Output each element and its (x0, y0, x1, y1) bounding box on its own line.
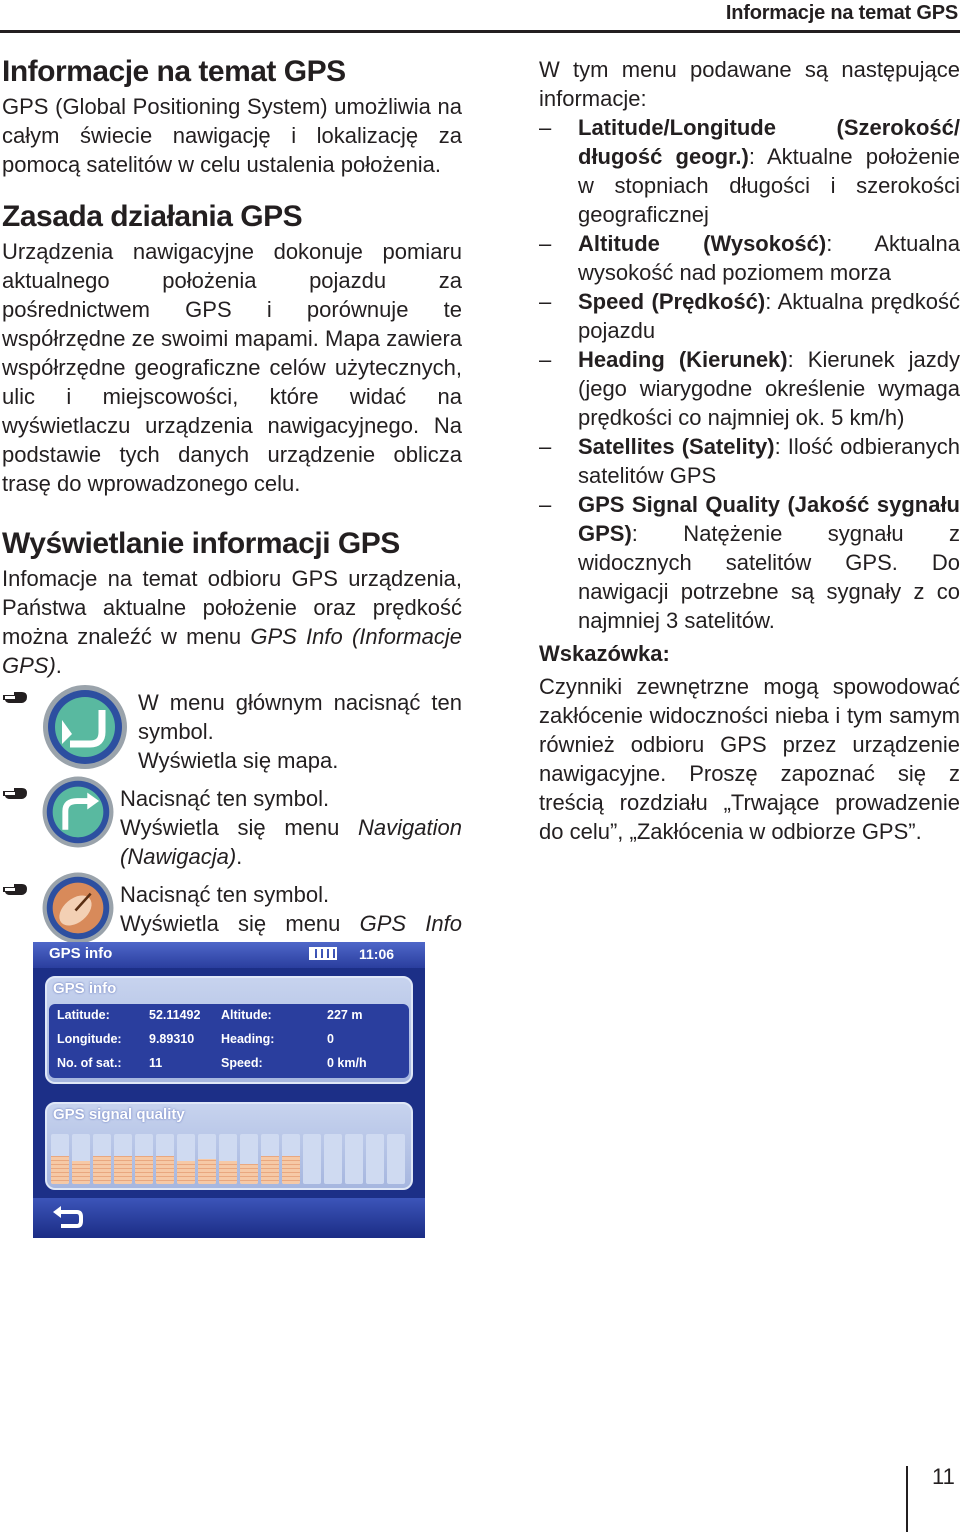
latitude-value: 52.11492 (149, 1008, 201, 1022)
gps-info-screenshot (33, 942, 425, 1238)
pointing-hand-icon (2, 690, 28, 706)
signal-bar (240, 1134, 258, 1184)
signal-bar-fill (114, 1156, 132, 1184)
intro-paragraph: GPS (Global Positioning System) umożliwia na całym świecie nawigację i lokalizację za pomocą satelitów w celu ustalenia położenia. (2, 94, 462, 177)
altitude-label: Altitude: (221, 1008, 272, 1022)
heading-value: 0 (327, 1032, 334, 1046)
principle-paragraph: Urządzenia nawigacyjne dokonuje pomiaru aktualnego położenia pojazdu za pośrednictwem GPS i porównuje te współrzędne ze swoimi mapami. Mapa zawiera współrzędne geograficzne celów użytecznych, ulic i miejscowości, które widać na wyświetlaczu urządzenia nawigacyjnego. Na podstawie tych danych urządzenie oblicza trasę do wprowadzonego celu. (2, 239, 462, 496)
pointing-hand-icon (2, 786, 28, 802)
signal-bar (324, 1134, 342, 1184)
clock: 11:06 (359, 946, 395, 962)
gps-info-panel-label: GPS info (53, 980, 117, 997)
longitude-value: 9.89310 (149, 1032, 195, 1046)
signal-bar-fill (156, 1156, 174, 1184)
display-paragraph: Infomacje na temat odbioru GPS urządzenia, Państwa aktualne położenie oraz prędkość można znaleźć w menu GPS Info (Informacje GPS). (2, 566, 462, 678)
signal-bar (219, 1134, 237, 1184)
gps-signal-panel (45, 1102, 413, 1190)
section-title-gps-info: Informacje na temat GPS (2, 55, 346, 88)
speed-label: Speed: (221, 1056, 263, 1070)
signal-bar (114, 1134, 132, 1184)
signal-bar (282, 1134, 300, 1184)
longitude-label: Longitude: (57, 1032, 122, 1046)
step-1 (2, 688, 462, 780)
gps-signal-panel-label: GPS signal quality (53, 1106, 185, 1123)
list-item: – Altitude (Wysokość): Aktualna wysokość nad poziomem morza (539, 231, 960, 285)
page-number: 11 (932, 1464, 955, 1489)
tip-paragraph: Czynniki zewnętrzne mogą spowodować zakłócenie widoczności nieba i tym samym również odbioru GPS przez urządzenie nawigacyjne. Proszę zapoznać się z treścią rozdziału „Trwające prowadzenie do celu”, „Zakłócenia w odbiorze GPS”. (539, 674, 960, 844)
steps-list (2, 688, 462, 967)
step-2 (2, 784, 462, 876)
list-intro: W tym menu podawane są następujące informacje: (539, 57, 960, 111)
step-3-text: Nacisnąć ten symbol. (120, 882, 330, 907)
tip-heading: Wskazówka: (539, 641, 670, 666)
latitude-label: Latitude: (57, 1008, 110, 1022)
signal-bar (135, 1134, 153, 1184)
gps-info-panel (45, 976, 413, 1084)
list-item: – Speed (Prędkość): Aktualna prędkość pojazdu (539, 289, 960, 343)
list-item: – Heading (Kierunek): Kierunek jazdy (jego wiarygodne określenie wymaga prędkości co najmniej ok. 5 km/h) (539, 347, 960, 430)
signal-bar-fill (282, 1156, 300, 1184)
signal-bars (51, 1132, 407, 1184)
satellites-value: 11 (149, 1056, 163, 1070)
signal-bar-fill (93, 1156, 111, 1184)
back-arrow-icon (40, 682, 130, 772)
altitude-value: 227 m (327, 1008, 363, 1022)
screen-title-bar (33, 942, 425, 968)
signal-bar-fill (261, 1156, 279, 1184)
running-header: Informacje na temat GPS (725, 2, 958, 24)
signal-bar-fill (219, 1161, 237, 1184)
info-list (539, 113, 960, 635)
signal-bar (366, 1134, 384, 1184)
list-item: – GPS Signal Quality (Jakość sygnału GPS): Natężenie sygnału z widocznych satelitów GPS. Do nawigacji potrzebne są sygnały z co najmniej 3 satelitów. (539, 492, 960, 633)
signal-bar (198, 1134, 216, 1184)
gps-info-values (49, 1004, 409, 1078)
speed-value: 0 km/h (327, 1056, 367, 1070)
signal-bar (93, 1134, 111, 1184)
signal-bar (303, 1134, 321, 1184)
step-1-result: Wyświetla się mapa. (138, 748, 339, 773)
signal-bar (345, 1134, 363, 1184)
screen-title: GPS info (49, 945, 113, 962)
step-3-result: Wyświetla się menu GPS Info (120, 911, 462, 936)
list-item: – Satellites (Satelity): Ilość odbieranych satelitów GPS (539, 434, 960, 488)
signal-bar (156, 1134, 174, 1184)
header-rule (0, 30, 960, 33)
signal-bar-fill (135, 1156, 153, 1184)
pointing-hand-icon (2, 882, 28, 898)
signal-bar (177, 1134, 195, 1184)
back-button-icon[interactable] (49, 1204, 85, 1232)
signal-bar-fill (177, 1161, 195, 1184)
right-column (539, 55, 960, 846)
screen-bottom-bar (33, 1198, 425, 1238)
section-title-principle: Zasada działania GPS (2, 200, 303, 233)
satellites-label: No. of sat.: (57, 1056, 122, 1070)
left-column (2, 52, 462, 971)
signal-bar (387, 1134, 405, 1184)
signal-bar-fill (72, 1161, 90, 1184)
satellite-dish-icon (40, 870, 116, 946)
step-2-result: Wyświetla się menu Navigation (Nawigacja). (120, 815, 462, 869)
signal-bar-fill (51, 1156, 69, 1184)
heading-label: Heading: (221, 1032, 275, 1046)
signal-bar-fill (198, 1159, 216, 1184)
signal-bar (51, 1134, 69, 1184)
battery-icon (309, 947, 337, 960)
footer-rule (906, 1466, 908, 1532)
navigation-icon (40, 774, 116, 850)
step-2-text: Nacisnąć ten symbol. (120, 786, 330, 811)
section-title-display: Wyświetlanie informacji GPS (2, 527, 400, 560)
step-1-text: W menu głównym nacisnąć ten symbol. (138, 690, 462, 744)
signal-bar (72, 1134, 90, 1184)
list-item: – Latitude/Longitude (Szerokość/ długość geogr.): Aktualne położenie w stopniach długości i szerokości geograficznej (539, 115, 960, 227)
signal-bar-fill (240, 1164, 258, 1184)
signal-bar (261, 1134, 279, 1184)
